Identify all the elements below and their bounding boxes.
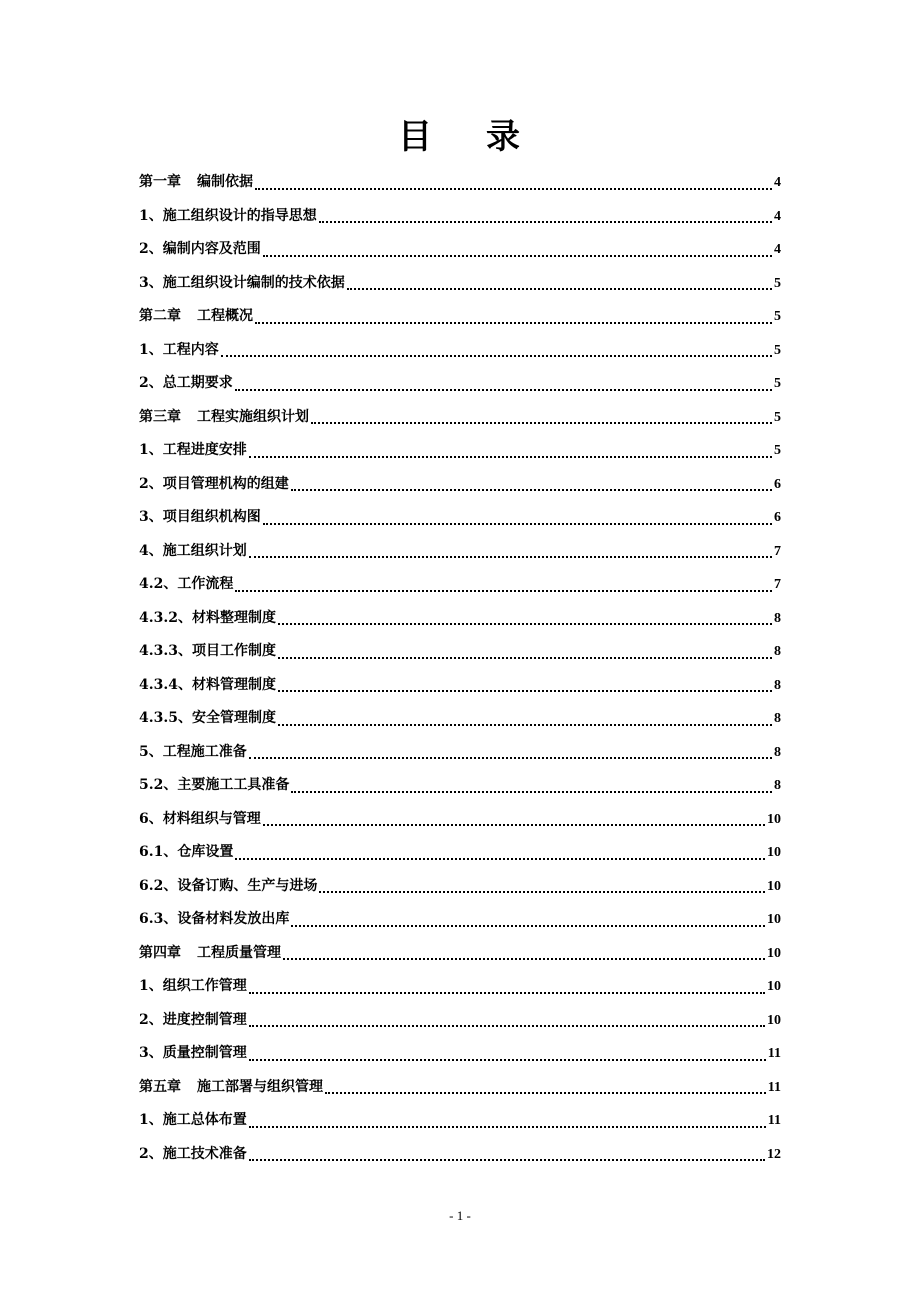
toc-entry-text: 3、质量控制管理 — [139, 1045, 247, 1061]
toc-entry[interactable] — [139, 501, 781, 535]
toc-entry-title — [139, 836, 233, 870]
toc-entry-text: 1、工程内容 — [139, 341, 219, 358]
toc-dot-leader — [249, 556, 772, 558]
toc-entry-text: 3、项目组织机构图 — [139, 509, 261, 525]
toc-entry[interactable] — [139, 1104, 781, 1138]
toc-entry-text: 2、进度控制管理 — [139, 1011, 247, 1028]
toc-dot-leader — [291, 489, 772, 491]
toc-entry-title — [139, 635, 276, 669]
toc-entry-text: 4.3.4、材料管理制度 — [139, 676, 276, 693]
toc-entry[interactable] — [139, 434, 781, 468]
toc-entry-title — [139, 1104, 247, 1138]
toc-entry-text: 6.1、仓库设置 — [139, 844, 234, 860]
toc-entry-title — [139, 937, 281, 971]
toc-dot-leader — [249, 1025, 765, 1027]
toc-entry-text: 5、工程施工准备 — [139, 743, 247, 760]
toc-entry-title — [139, 970, 247, 1004]
toc-entry-title — [139, 1138, 247, 1172]
toc-dot-leader — [291, 925, 765, 927]
toc-entry-title — [139, 1004, 247, 1038]
toc-entry[interactable] — [139, 1037, 781, 1071]
toc-dot-leader — [263, 255, 772, 257]
toc-page-number: 6 — [774, 476, 781, 492]
toc-entry-title — [139, 1071, 323, 1105]
toc-dot-leader — [278, 724, 772, 726]
toc-dot-leader — [235, 590, 772, 592]
toc-dot-leader — [249, 456, 772, 458]
toc-page-number: 7 — [774, 543, 781, 559]
toc-page-number: 8 — [774, 610, 781, 626]
toc-entry-text: 1、施工总体布置 — [139, 1112, 247, 1128]
toc-entry[interactable] — [139, 635, 781, 669]
toc-entry[interactable] — [139, 401, 781, 435]
toc-entry[interactable] — [139, 970, 781, 1004]
table-of-contents — [139, 166, 781, 1171]
toc-page-number: 8 — [774, 644, 781, 659]
toc-entry-title — [139, 334, 219, 368]
toc-dot-leader — [319, 221, 772, 223]
toc-dot-leader — [235, 389, 772, 391]
toc-dot-leader — [278, 657, 772, 659]
toc-entry[interactable] — [139, 702, 781, 736]
toc-entry-title — [139, 468, 289, 502]
toc-chapter-label: 第三章 — [139, 408, 181, 425]
toc-dot-leader — [249, 1159, 765, 1161]
toc-chapter-label: 第五章 — [139, 1078, 181, 1095]
toc-entry-text: 6、材料组织与管理 — [139, 810, 261, 827]
title-left-char: 目 — [398, 117, 434, 157]
toc-entry-title — [139, 702, 276, 736]
toc-chapter-label: 第四章 — [139, 944, 181, 961]
toc-entry[interactable] — [139, 836, 781, 870]
toc-page-number: 8 — [774, 778, 781, 793]
toc-entry-title — [139, 903, 289, 937]
toc-entry-title — [139, 870, 317, 904]
toc-dot-leader — [255, 322, 772, 324]
toc-entry-text: 工程质量管理 — [197, 944, 281, 961]
toc-page-number: 8 — [774, 711, 781, 726]
toc-entry[interactable] — [139, 1071, 781, 1105]
toc-entry-title — [139, 568, 233, 602]
toc-entry-title — [139, 535, 247, 569]
toc-entry-text: 2、项目管理机构的组建 — [139, 475, 289, 492]
toc-dot-leader — [263, 824, 765, 826]
toc-page-number: 10 — [767, 811, 781, 827]
toc-dot-leader — [249, 757, 772, 759]
toc-entry[interactable] — [139, 334, 781, 368]
toc-chapter-label: 第二章 — [139, 308, 181, 324]
toc-entry[interactable] — [139, 468, 781, 502]
toc-entry-text: 6.3、设备材料发放出库 — [139, 911, 290, 927]
toc-page-number: 7 — [774, 577, 781, 592]
toc-entry[interactable] — [139, 166, 781, 200]
toc-dot-leader — [278, 623, 772, 625]
toc-entry[interactable] — [139, 803, 781, 837]
page-title — [0, 112, 920, 162]
toc-page-number: 6 — [774, 510, 781, 525]
toc-entry-text: 工程实施组织计划 — [197, 408, 309, 425]
toc-entry[interactable] — [139, 736, 781, 770]
toc-page-number: 12 — [767, 1146, 781, 1162]
toc-chapter-label: 第一章 — [139, 174, 181, 190]
toc-entry-text: 2、施工技术准备 — [139, 1145, 247, 1162]
toc-page-number: 4 — [774, 208, 781, 224]
toc-entry-text: 6.2、设备订购、生产与进场 — [139, 877, 318, 894]
toc-entry-text: 施工部署与组织管理 — [197, 1078, 323, 1095]
toc-page-number: 10 — [767, 912, 781, 927]
toc-dot-leader — [263, 523, 772, 525]
toc-entry[interactable] — [139, 233, 781, 267]
toc-entry[interactable] — [139, 267, 781, 301]
toc-entry-title — [139, 769, 289, 803]
toc-page-number: 4 — [774, 175, 781, 190]
toc-dot-leader — [311, 422, 772, 424]
toc-page-number: 11 — [767, 1113, 781, 1128]
toc-entry[interactable] — [139, 769, 781, 803]
toc-page-number: 10 — [767, 878, 781, 894]
toc-dot-leader — [255, 188, 772, 190]
toc-dot-leader — [278, 690, 772, 692]
toc-dot-leader — [319, 891, 765, 893]
toc-entry-text: 4.3.2、材料整理制度 — [139, 609, 276, 626]
toc-page-number: 10 — [767, 979, 781, 994]
toc-entry-title — [139, 434, 247, 468]
toc-entry-text: 4.3.5、安全管理制度 — [139, 710, 276, 726]
toc-dot-leader — [347, 288, 772, 290]
toc-entry-title — [139, 736, 247, 770]
toc-entry-title — [139, 300, 253, 334]
toc-page-number: 8 — [774, 677, 781, 693]
toc-entry-title — [139, 267, 345, 301]
toc-page-number: 10 — [767, 845, 781, 860]
toc-entry[interactable] — [139, 535, 781, 569]
toc-entry-text: 工程概况 — [197, 308, 253, 324]
toc-entry-title — [139, 1037, 247, 1071]
toc-page-number: 10 — [767, 945, 781, 961]
toc-dot-leader — [221, 355, 772, 357]
toc-entry-text: 3、施工组织设计编制的技术依据 — [139, 274, 345, 291]
toc-dot-leader — [325, 1092, 766, 1094]
toc-entry[interactable] — [139, 903, 781, 937]
toc-dot-leader — [249, 1126, 766, 1128]
toc-page-number: 11 — [767, 1046, 781, 1061]
toc-entry[interactable] — [139, 937, 781, 971]
title-right-char: 录 — [486, 117, 522, 157]
toc-entry[interactable] — [139, 870, 781, 904]
toc-entry[interactable] — [139, 367, 781, 401]
toc-entry-title — [139, 501, 261, 535]
toc-dot-leader — [283, 958, 765, 960]
toc-entry-text: 4.3.3、项目工作制度 — [139, 643, 276, 659]
toc-page-number: 11 — [767, 1079, 781, 1095]
toc-dot-leader — [249, 1059, 766, 1061]
toc-page-number: 10 — [767, 1012, 781, 1028]
toc-entry[interactable] — [139, 1004, 781, 1038]
toc-entry-title — [139, 233, 261, 267]
toc-entry-title — [139, 602, 276, 636]
toc-entry-text: 1、组织工作管理 — [139, 978, 247, 994]
toc-entry-title — [139, 803, 261, 837]
toc-entry-title — [139, 669, 276, 703]
toc-entry[interactable] — [139, 602, 781, 636]
toc-entry[interactable] — [139, 669, 781, 703]
toc-entry-text: 编制依据 — [197, 174, 253, 190]
toc-entry-title — [139, 401, 309, 435]
toc-dot-leader — [235, 858, 765, 860]
toc-page-number: 5 — [774, 309, 781, 324]
toc-entry[interactable] — [139, 200, 781, 234]
toc-entry-text: 2、总工期要求 — [139, 375, 233, 391]
toc-entry-text: 4.2、工作流程 — [139, 576, 234, 592]
toc-entry-text: 2、编制内容及范围 — [139, 241, 261, 257]
page-number-footer: - 1 - — [449, 1208, 471, 1223]
toc-page-number: 5 — [774, 342, 781, 358]
toc-dot-leader — [249, 992, 765, 994]
toc-page-number: 5 — [774, 376, 781, 391]
toc-entry-text: 1、施工组织设计的指导思想 — [139, 207, 317, 224]
toc-dot-leader — [291, 791, 772, 793]
toc-entry-text: 1、工程进度安排 — [139, 442, 247, 458]
toc-page-number: 5 — [774, 443, 781, 458]
toc-entry[interactable] — [139, 300, 781, 334]
toc-page-number: 5 — [774, 409, 781, 425]
toc-page-number: 5 — [774, 275, 781, 291]
toc-entry[interactable] — [139, 1138, 781, 1172]
toc-entry-title — [139, 367, 233, 401]
toc-entry-text: 5.2、主要施工工具准备 — [139, 777, 290, 793]
toc-entry-title — [139, 166, 253, 200]
toc-entry-title — [139, 200, 317, 234]
toc-page-number: 8 — [774, 744, 781, 760]
toc-entry-text: 4、施工组织计划 — [139, 542, 247, 559]
toc-page-number: 4 — [774, 242, 781, 257]
toc-entry[interactable] — [139, 568, 781, 602]
